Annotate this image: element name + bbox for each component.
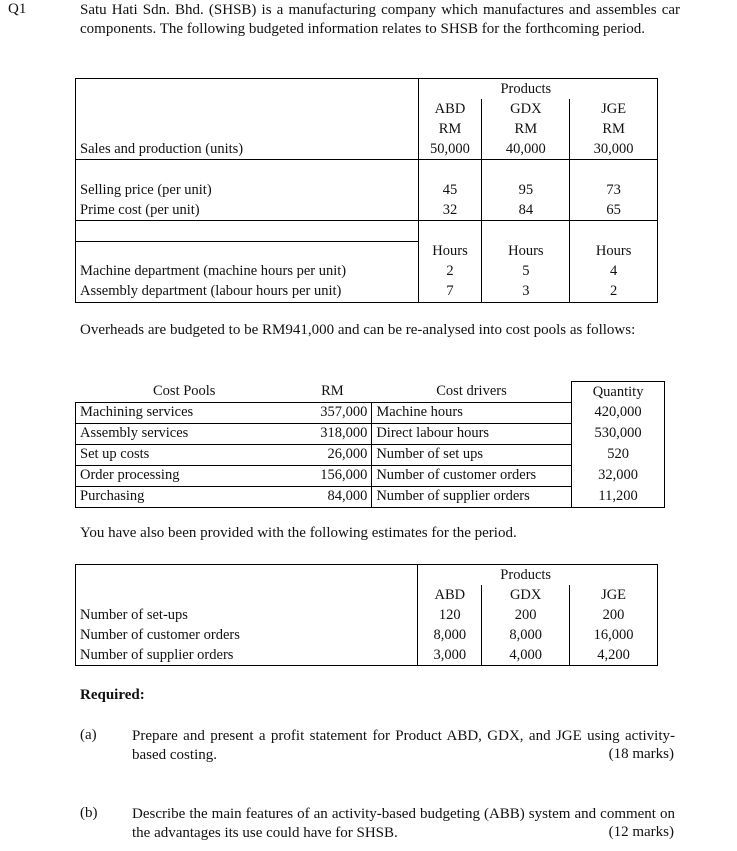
header-quantity: Quantity (572, 382, 665, 403)
part-a-text: Prepare and present a profit statement for Product ABD, GDX, and JGE using activity-based costing. (132, 728, 675, 763)
cost-driver: Number of customer orders (372, 465, 572, 486)
product-jge: JGE (570, 99, 658, 119)
estimate-value: 120 (418, 605, 482, 625)
cost-pool-rm: 357,000 (293, 402, 372, 423)
table-row (76, 486, 665, 507)
sales-value: 40,000 (482, 139, 570, 160)
sales-label: Sales and production (units) (76, 139, 419, 160)
part-b-label: (b) (80, 805, 98, 821)
overheads-text: Overheads are budgeted to be RM941,000 and can be re-analysed into cost pools as follows: (80, 322, 636, 338)
currency-label: RM (570, 119, 658, 139)
selling-price-label: Selling price (per unit) (76, 180, 419, 200)
quantity: 530,000 (572, 423, 665, 444)
cost-pool: Machining services (76, 402, 293, 423)
selling-price-value: 95 (482, 180, 570, 200)
part-a-label: (a) (80, 727, 97, 743)
estimates-table (75, 564, 658, 666)
hours-label: Hours (418, 241, 482, 262)
currency-label: RM (482, 119, 570, 139)
hours-label: Hours (570, 241, 658, 262)
header-cost-pools: Cost Pools (153, 383, 216, 399)
assembly-hours-value: 7 (418, 282, 482, 303)
estimate-value: 200 (482, 605, 570, 625)
machine-dept-label: Machine department (machine hours per unit) (76, 262, 419, 282)
product-abd: ABD (418, 585, 482, 605)
products-header: Products (482, 565, 570, 586)
product-jge: JGE (570, 585, 658, 605)
estimates-text: You have also been provided with the following estimates for the period. (80, 525, 517, 541)
cost-pool-rm: 318,000 (293, 423, 372, 444)
budget-table (75, 78, 658, 303)
assembly-dept-label: Assembly department (labour hours per unit) (76, 282, 419, 303)
machine-hours-value: 5 (482, 262, 570, 282)
blank-cell (76, 79, 419, 100)
required-heading: Required: (80, 687, 145, 703)
estimate-value: 8,000 (482, 625, 570, 645)
table-row (76, 465, 665, 486)
hours-label: Hours (482, 241, 570, 262)
sales-value: 30,000 (570, 139, 658, 160)
prime-cost-value: 84 (482, 200, 570, 221)
cost-driver: Number of set ups (372, 444, 572, 465)
estimate-value: 4,200 (570, 645, 658, 666)
assembly-hours-value: 3 (482, 282, 570, 303)
part-b-marks: (12 marks) (608, 824, 674, 840)
table-row (76, 444, 665, 465)
part-a-marks: (18 marks) (608, 746, 674, 762)
part-b-text: Describe the main features of an activity-based budgeting (ABB) system and comment on the advantages its use could have for SHSB. (132, 806, 675, 841)
currency-label: RM (418, 119, 482, 139)
machine-hours-value: 2 (418, 262, 482, 282)
estimate-value: 4,000 (482, 645, 570, 666)
table-row (76, 423, 665, 444)
prime-cost-value: 65 (570, 200, 658, 221)
cost-driver: Direct labour hours (372, 423, 572, 444)
cost-pool-rm: 84,000 (293, 486, 372, 507)
estimate-label: Number of set-ups (76, 605, 418, 625)
estimate-value: 200 (570, 605, 658, 625)
quantity: 32,000 (572, 465, 665, 486)
selling-price-value: 45 (418, 180, 482, 200)
cost-pool: Set up costs (76, 444, 293, 465)
product-gdx: GDX (482, 585, 570, 605)
header-rm: RM (321, 383, 344, 399)
cost-pool: Purchasing (76, 486, 293, 507)
prime-cost-label: Prime cost (per unit) (76, 200, 419, 221)
cost-driver: Machine hours (372, 402, 572, 423)
header-cost-drivers: Cost drivers (436, 383, 507, 399)
question-intro: Satu Hati Sdn. Bhd. (SHSB) is a manufacturing company which manufactures and assembles car components. The following budgeted information relates to SHSB for the forthcoming period. (80, 2, 680, 37)
quantity: 520 (572, 444, 665, 465)
selling-price-value: 73 (570, 180, 658, 200)
estimate-value: 16,000 (570, 625, 658, 645)
cost-pool: Assembly services (76, 423, 293, 444)
cost-pool-rm: 156,000 (293, 465, 372, 486)
product-gdx: GDX (482, 99, 570, 119)
table-row (76, 625, 658, 645)
quantity: 11,200 (572, 486, 665, 507)
assembly-hours-value: 2 (570, 282, 658, 303)
cost-driver: Number of supplier orders (372, 486, 572, 507)
sales-value: 50,000 (418, 139, 482, 160)
cost-pool-rm: 26,000 (293, 444, 372, 465)
cost-pools-table (75, 381, 665, 508)
table-row (76, 402, 665, 423)
table-row (76, 605, 658, 625)
estimate-value: 3,000 (418, 645, 482, 666)
question-number: Q1 (8, 1, 27, 17)
machine-hours-value: 4 (570, 262, 658, 282)
prime-cost-value: 32 (418, 200, 482, 221)
products-header: Products (482, 79, 570, 100)
table-row (76, 645, 658, 666)
cost-pool: Order processing (76, 465, 293, 486)
estimate-label: Number of supplier orders (76, 645, 418, 666)
quantity: 420,000 (572, 402, 665, 423)
estimate-value: 8,000 (418, 625, 482, 645)
product-abd: ABD (418, 99, 482, 119)
estimate-label: Number of customer orders (76, 625, 418, 645)
